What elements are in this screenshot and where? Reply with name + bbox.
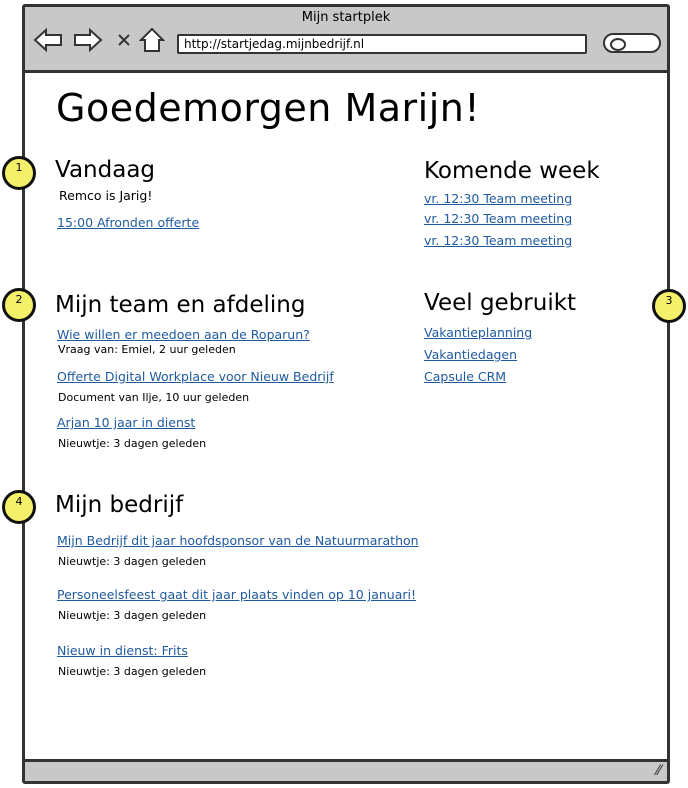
bedrijf-heading: Mijn bedrijf: [55, 492, 184, 518]
bedrijf-item-link[interactable]: Personeelsfeest gaat dit jaar plaats vinden op 10 januari!: [57, 587, 416, 602]
search-icon: [610, 38, 626, 51]
bedrijf-item-link[interactable]: Nieuw in dienst: Frits: [57, 643, 188, 658]
veel-gebruikt-heading: Veel gebruikt: [424, 290, 577, 316]
team-item-link[interactable]: Wie willen er meedoen aan de Roparun?: [57, 327, 310, 342]
status-bar: [25, 759, 667, 781]
annotation-marker: 3: [652, 289, 686, 323]
vandaag-link[interactable]: 15:00 Afronden offerte: [57, 215, 200, 230]
komende-week-item[interactable]: vr. 12:30 Team meeting: [424, 211, 573, 226]
window-title: Mijn startplek: [301, 10, 391, 25]
close-icon[interactable]: [109, 27, 139, 53]
vandaag-note: Remco is Jarig!: [59, 188, 153, 203]
forward-arrow-icon[interactable]: [73, 27, 103, 53]
komende-week-heading: Komende week: [424, 158, 600, 184]
team-heading: Mijn team en afdeling: [55, 292, 306, 318]
team-item-link[interactable]: Offerte Digital Workplace voor Nieuw Bedrijf: [57, 369, 334, 384]
page-title: Goedemorgen Marijn!: [56, 86, 481, 130]
bedrijf-item-meta: Nieuwtje: 3 dagen geleden: [58, 665, 207, 678]
team-item-meta: Nieuwtje: 3 dagen geleden: [58, 437, 207, 450]
home-icon[interactable]: [137, 27, 167, 53]
team-item-meta: Vraag van: Emiel, 2 uur geleden: [58, 343, 236, 356]
komende-week-item[interactable]: vr. 12:30 Team meeting: [424, 233, 573, 248]
annotation-marker: 2: [2, 288, 36, 322]
back-arrow-icon[interactable]: [33, 27, 63, 53]
annotation-marker: 1: [2, 156, 36, 190]
vandaag-heading: Vandaag: [55, 157, 156, 183]
team-item-link[interactable]: Arjan 10 jaar in dienst: [57, 415, 196, 430]
veel-gebruikt-item[interactable]: Vakantieplanning: [424, 325, 533, 340]
team-item-meta: Document van Ilje, 10 uur geleden: [58, 391, 250, 404]
bedrijf-item-link[interactable]: Mijn Bedrijf dit jaar hoofdsponsor van de Natuurmarathon: [57, 533, 419, 548]
resize-handle-icon[interactable]: ⁄⁄: [656, 763, 661, 779]
komende-week-item[interactable]: vr. 12:30 Team meeting: [424, 191, 573, 206]
annotation-marker: 4: [2, 490, 36, 524]
bedrijf-item-meta: Nieuwtje: 3 dagen geleden: [58, 555, 207, 568]
bedrijf-item-meta: Nieuwtje: 3 dagen geleden: [58, 609, 207, 622]
veel-gebruikt-item[interactable]: Capsule CRM: [424, 369, 507, 384]
address-bar[interactable]: http://startjedag.mijnbedrijf.nl: [177, 34, 587, 54]
browser-toolbar: [25, 7, 667, 73]
search-field[interactable]: [603, 33, 661, 53]
veel-gebruikt-item[interactable]: Vakantiedagen: [424, 347, 518, 362]
